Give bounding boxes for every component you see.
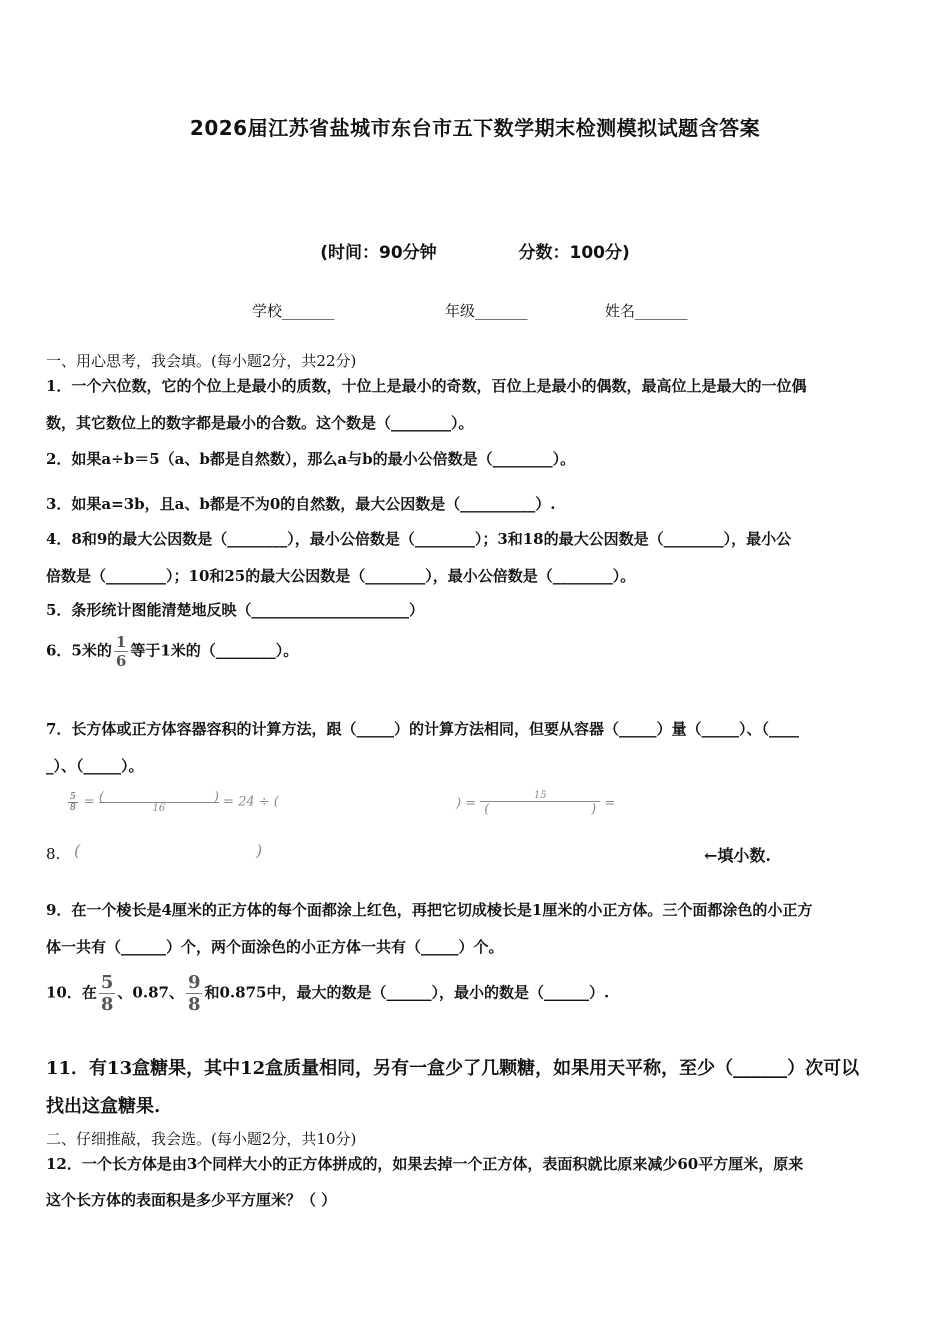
total-score: 分数：100分) (518, 243, 630, 263)
name-field[interactable]: 姓名_______ (605, 302, 688, 320)
fraction-one-sixth: $\frac{1}{6}$ (115, 633, 127, 670)
section-1-heading: 一、用心思考，我会填。(每小题2分，共22分) (46, 352, 357, 370)
question-10: 10．在 $\frac{5}{8}$ 、0.87、 $\frac{9}{8}$ 和0.875中，最大的数是（______），最小的数是（______）. (46, 972, 610, 1015)
question-3: 3．如果a=3b，且a、b都是不为0的自然数，最大公因数是（__________）. (46, 495, 556, 513)
question-4-line-2: 倍数是（________）；10和25的最大公因数是（________），最小公倍数是（________）。 (46, 567, 636, 585)
grade-field[interactable]: 年级_______ (445, 302, 528, 320)
page-title: 2026届江苏省盐城市东台市五下数学期末检测模拟试题含答案 (189, 116, 761, 140)
school-field[interactable]: 学校_______ (252, 302, 335, 320)
blank-fraction-2: 15 ( ) (480, 790, 600, 817)
q8-instruction: ←填小数. (704, 846, 771, 865)
q6-prefix: 6．5米的 (46, 641, 112, 660)
question-6 (46, 633, 298, 670)
question-2: 2．如果a÷b＝5（a、b都是自然数），那么a与b的最小公倍数是（________）。 (46, 450, 576, 468)
section-2-heading: 二、仔细推敲，我会选。(每小题2分，共10分) (46, 1130, 357, 1148)
question-5: 5．条形统计图能清楚地反映（_____________________） (46, 601, 424, 619)
question-7-line-1: 7．长方体或正方体容器容积的计算方法，跟（_____）的计算方法相同，但要从容器（_____）量（_____）、（____ (46, 720, 799, 738)
blank-fraction: ( ) 16 (98, 790, 219, 814)
question-9-line-1: 9．在一个棱长是4厘米的正方体的每个面都涂上红色，再把它切成棱长是1厘米的小正方体。三个面都涂色的小正方 (46, 901, 813, 919)
question-11-line-1: 11．有13盒糖果，其中12盒质量相同，另有一盒少了几颗糖，如果用天平称，至少（______）次可以 (46, 1058, 860, 1079)
question-1-line-2: 数，其它数位上的数字都是最小的合数。这个数是（________）。 (46, 414, 474, 432)
q8-label: 8. (46, 845, 61, 863)
fraction-nine-eighths: $\frac{9}{8}$ (187, 972, 201, 1015)
question-12-line-2: 这个长方体的表面积是多少平方厘米？（ ） (46, 1191, 337, 1209)
question-11-line-2: 找出这盒糖果. (46, 1096, 161, 1117)
question-7-line-2: _）、（_____）。 (46, 757, 144, 775)
time-limit: (时间：90分钟 (320, 243, 437, 263)
q8-equation-left: $\frac{5}{8}$ = ( ) 16 = 24 ÷ ( (70, 790, 279, 814)
question-1-line-1: 1．一个六位数，它的个位上是最小的质数，十位上是最小的奇数，百位上是最小的偶数，最高位上是最大的一位偶 (46, 377, 807, 395)
question-4-line-1: 4．8和9的最大公因数是（________），最小公倍数是（________）；3和18的最大公因数是（________），最小公 (46, 530, 792, 548)
question-8: 8. ( ) ←填小数. (46, 841, 771, 865)
question-12-line-1: 12．一个长方体是由3个同样大小的正方体拼成的，如果去掉一个正方体，表面积就比原来减少60平方厘米，原来 (46, 1155, 804, 1173)
q8-equation-right: ) = 15 ( ) = (456, 790, 616, 817)
fraction-five-eighths-q10: $\frac{5}{8}$ (100, 972, 114, 1015)
question-9-line-2: 体一共有（______）个，两个面涂色的小正方体一共有（_____）个。 (46, 938, 504, 956)
fraction-five-eighths: $\frac{5}{8}$ (70, 791, 76, 813)
q6-suffix: 等于1米的（________）。 (130, 641, 299, 660)
exam-info (0, 238, 950, 263)
